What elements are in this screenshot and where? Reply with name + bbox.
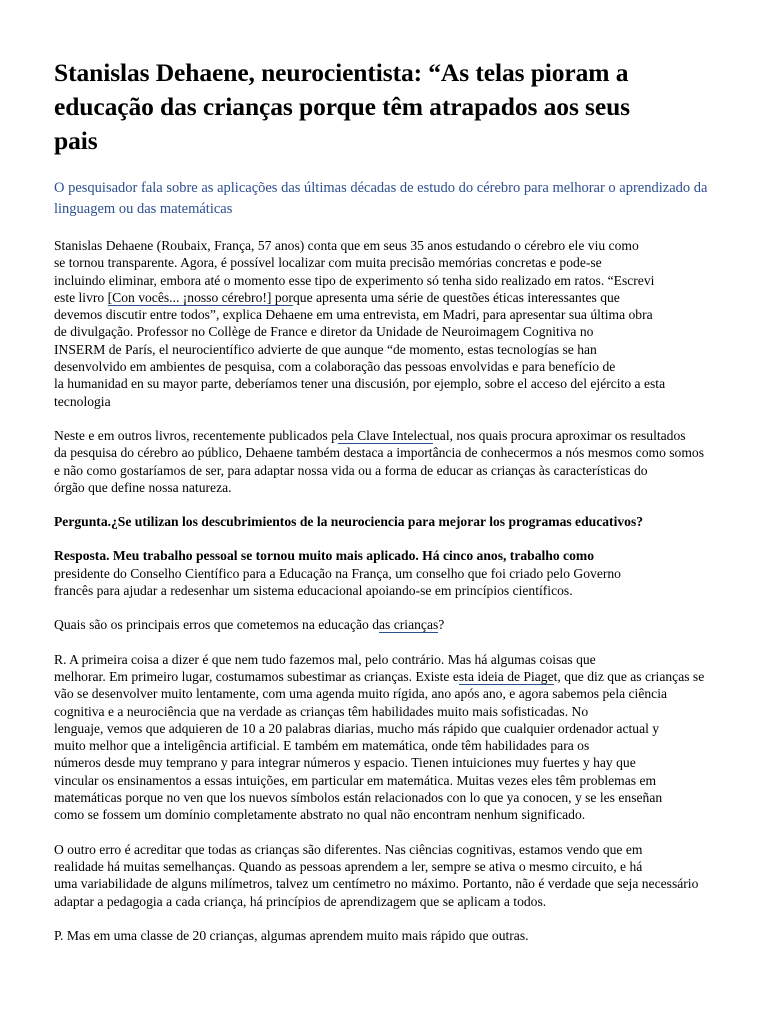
text-line: Resposta. Meu trabalho pessoal se tornou muito mais aplicado. Há cinco anos, trabalho como bbox=[54, 548, 594, 564]
text-line bbox=[54, 289, 759, 306]
text-segment: ual, nos quais procura aproximar os resultados bbox=[432, 427, 686, 443]
question-3 bbox=[54, 927, 759, 944]
question-text: Pergunta.¿Se utilizan los descubrimientos de la neurociencia para mejorar los programas educativos? bbox=[54, 514, 644, 530]
books-paragraph bbox=[54, 427, 759, 496]
text-segment: Neste e em outros livros, recentemente publicados p bbox=[54, 427, 338, 443]
text-line: números desde muy temprano y para integrar números y espacio. Tienen intuiciones muy fuertes y hay que bbox=[54, 755, 636, 771]
text-line: da pesquisa do cérebro ao público, Dehaene também destaca a importância de conhecermos a nós mesmos como somos bbox=[54, 445, 705, 461]
text-segment: melhorar. Em primeiro lugar, costumamos subestimar as crianças. Existe e bbox=[54, 668, 459, 684]
text-segment: t, que diz que as crianças se bbox=[553, 668, 705, 684]
text-line: O outro erro é acreditar que todas as crianças são diferentes. Nas ciências cognitivas, estamos vendo que em bbox=[54, 841, 643, 857]
text-line: INSERM de París, el neurocientífico advierte de que aunque “de momento, estas tecnologías se han bbox=[54, 341, 597, 357]
text-line: Stanislas Dehaene (Roubaix, França, 57 anos) conta que em seus 35 anos estudando o cérebro ele viu como bbox=[54, 238, 639, 253]
text-line: se tornou transparente. Agora, é possível localizar com muita precisão memórias concretas e pode-se bbox=[54, 255, 602, 271]
article bbox=[54, 56, 759, 944]
text-line: incluindo eliminar, embora até o momento esse tipo de experimento só tenha sido realizado em ratos. “Escrevi bbox=[54, 272, 655, 288]
text-line: R. A primeira coisa a dizer é que nem tudo fazemos mal, pelo contrário. Mas há algumas coisas que bbox=[54, 651, 596, 667]
text-line: tecnologia bbox=[54, 393, 111, 409]
answer-1 bbox=[54, 547, 759, 599]
differences-paragraph bbox=[54, 841, 759, 910]
text-line: cognitiva e a neurociência que na verdade as crianças têm habilidades muito mais sofisticadas. No bbox=[54, 703, 589, 719]
text-line: la humanidad en su mayor parte, deberíamos tener una discusión, por ejemplo, sobre el acceso del ejército a esta bbox=[54, 376, 666, 392]
text-segment: ? bbox=[438, 617, 445, 633]
book-link[interactable]: [Con vocês... ¡nosso cérebro!] por bbox=[107, 289, 293, 305]
text-line: vincular os ensinamentos a essas intuições, em particular em matemática. Muitas vezes eles têm problemas em bbox=[54, 772, 657, 788]
text-line: matemáticas porque no ven que los nuevos símbolos están relacionados con lo que ya conocen, y se les enseñan bbox=[54, 790, 663, 806]
question-1 bbox=[54, 513, 759, 530]
text-line: desenvolvido em ambientes de pesquisa, com a colaboração das pessoas envolvidas e para benefício de bbox=[54, 359, 616, 375]
article-title: Stanislas Dehaene, neurocientista: “As telas pioram a educação das crianças porque têm atrapados aos seus pais bbox=[54, 58, 630, 155]
text-line: lenguaje, vemos que adquieren de 10 a 20 palabras diarias, mucho más rápido que cualquier ordenador actual y bbox=[54, 720, 660, 736]
text-segment: este livro bbox=[54, 289, 108, 305]
text-line: adaptar a pedagogia a cada criança, há princípios de aprendizagem que se aplicam a todos. bbox=[54, 893, 547, 909]
text-line bbox=[54, 616, 759, 633]
text-line bbox=[54, 668, 759, 685]
text-segment: Quais são os principais erros que cometemos na educação d bbox=[54, 617, 380, 633]
piaget-link[interactable]: sta ideia de Piage bbox=[458, 668, 554, 684]
answer-2 bbox=[54, 651, 759, 824]
text-line: presidente do Conselho Científico para a Educação na França, um conselho que foi criado pelo Governo bbox=[54, 565, 621, 581]
text-line: como se fossem um domínio completamente abstrato no qual não encontram nenhum significado. bbox=[54, 807, 586, 823]
text-line: realidade há muitas semelhanças. Quando as pessoas aprendem a ler, sempre se ativa o mesmo circuito, e há bbox=[54, 858, 643, 874]
text-line: muito melhor que a inteligência artificial. E também em matemática, onde têm habilidades para os bbox=[54, 738, 590, 754]
text-line: devemos discutir entre todos”, explica Dehaene em uma entrevista, em Madri, para apresentar sua última obra bbox=[54, 307, 653, 323]
text-segment: que apresenta uma série de questões éticas interessantes que bbox=[292, 289, 620, 305]
text-line: órgão que define nossa natureza. bbox=[54, 479, 232, 495]
text-line: francês para ajudar a redesenhar um sistema educacional apoiando-se em princípios científicos. bbox=[54, 583, 573, 599]
question-2 bbox=[54, 616, 759, 633]
children-link[interactable]: as crianças bbox=[379, 617, 439, 633]
publisher-link[interactable]: ela Clave Intelect bbox=[337, 427, 433, 443]
text-line: uma variabilidade de alguns milímetros, talvez um centímetro no máximo. Portanto, não é verdade que seja necessário bbox=[54, 876, 699, 892]
intro-paragraph bbox=[54, 237, 759, 410]
text-line: vão se desenvolver muito lentamente, com uma agenda muito rígida, ano após ano, e agora sabemos pela ciência bbox=[54, 686, 668, 702]
article-subtitle: O pesquisador fala sobre as aplicações das últimas décadas de estudo do cérebro para melhorar o aprendizado da linguagem ou das matemáticas bbox=[54, 180, 708, 217]
question-text: P. Mas em uma classe de 20 crianças, algumas aprendem muito mais rápido que outras. bbox=[54, 927, 529, 943]
text-line: de divulgação. Professor no Collège de France e diretor da Unidade de Neuroimagem Cognitiva no bbox=[54, 324, 594, 340]
text-line: e não como gostaríamos de ser, para adaptar nossa vida ou a forma de educar as crianças às características do bbox=[54, 462, 648, 478]
text-line bbox=[54, 427, 759, 444]
